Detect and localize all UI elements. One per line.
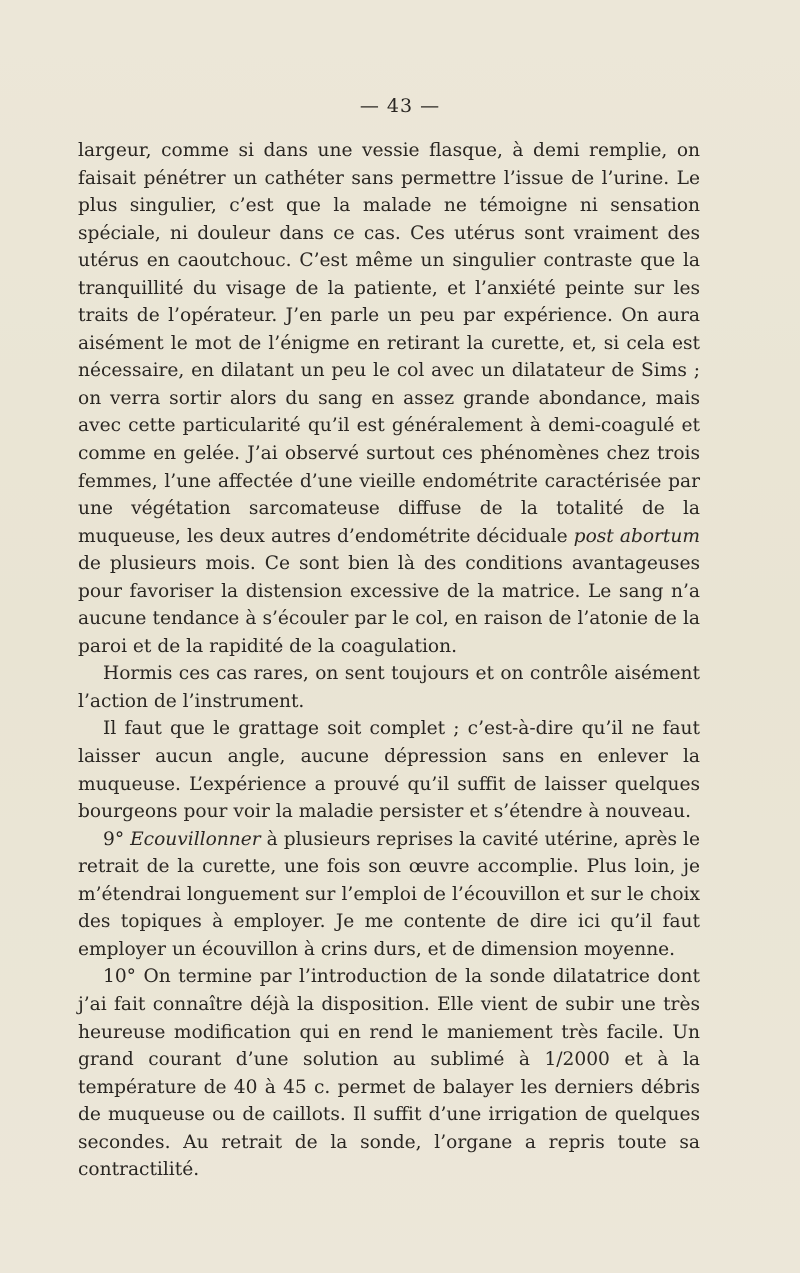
paragraph-3 — [78, 715, 700, 825]
body-text — [78, 137, 700, 1184]
paragraph-5-text: 10° On termine par l’introduction de la sonde dilatatrice dont j’ai fait connaître déjà la disposition. Elle vient de subir une très heureuse modification qui en rend le maniement très facile. Un grand courant d’une solution au sublimé à 1/2000 et à la température de 40 à 45 c. permet de balayer les derniers débris de muqueuse ou de caillots. Il suffit d’une irrigation de quelques secondes. Au retrait de la sonde, l’organe a repris toute sa contractilité. — [78, 966, 700, 1181]
paragraph-3-text: Il faut que le grattage soit complet ; c’est-à-dire qu’il ne faut laisser aucun angle, aucune dépression sans en enlever la muqueuse. L’expérience a prouvé qu’il suffit de laisser quelques bourgeons pour voir la maladie persister et s’étendre à nouveau. — [78, 718, 700, 823]
paragraph-2-text: Hormis ces cas rares, on sent toujours et on contrôle aisément l’action de l’instrument. — [78, 663, 700, 712]
paragraph-1-text-end: de plusieurs mois. Ce sont bien là des conditions avantageuses pour favoriser la distension excessive de la matrice. Le sang n’a aucune tendance à s’écouler par le col, en raison de l’atonie de la paroi et de la rapidité de la coagulation. — [78, 553, 700, 657]
paragraph-5 — [78, 963, 700, 1183]
paragraph-4-heading-term: Ecouvillonner — [130, 828, 261, 850]
paragraph-4-number: 9° — [103, 828, 131, 850]
paragraph-2 — [78, 660, 700, 715]
page-number: — 43 — — [359, 95, 441, 117]
paragraph-4-text: à plusieurs reprises la cavité utérine, après le retrait de la curette, une fois son œuvre accomplie. Plus loin, je m’étendrai longuement sur l’emploi de l’écouvillon et sur le choix des topiques à employer. Je me contente de dire ici qu’il faut employer un écouvillon à crins durs, et de dimension moyenne. — [78, 828, 700, 960]
paragraph-4 — [78, 826, 700, 964]
paragraph-1-latin-term: post abortum — [573, 525, 701, 547]
paragraph-1 — [78, 137, 700, 660]
paragraph-1-text: largeur, comme si dans une vessie flasque, à demi remplie, on faisait pénétrer un cathéter sans permettre l’issue de l’urine. Le plus singulier, c’est que la malade ne témoigne ni sensation spéciale, ni douleur dans ce cas. Ces utérus sont vraiment des utérus en caoutchouc. C’est même un singulier contraste que la tranquillité du visage de la patiente, et l’anxiété peinte sur les traits de l’opérateur. J’en parle un peu par expérience. On aura aisément le mot de l’énigme en retirant la curette, et, si cela est nécessaire, en dilatant un peu le col avec un dilatateur de Sims ; on verra sortir alors du sang en assez grande abondance, mais avec cette particularité qu’il est généralement à demi-coagulé et comme en gelée. J’ai observé surtout ces phénomènes chez trois femmes, l’une affectée d’une vieille endométrite caractérisée par une végétation sarcomateuse diffuse de la totalité de la muqueuse, les deux autres d’endométrite déciduale — [78, 140, 700, 547]
